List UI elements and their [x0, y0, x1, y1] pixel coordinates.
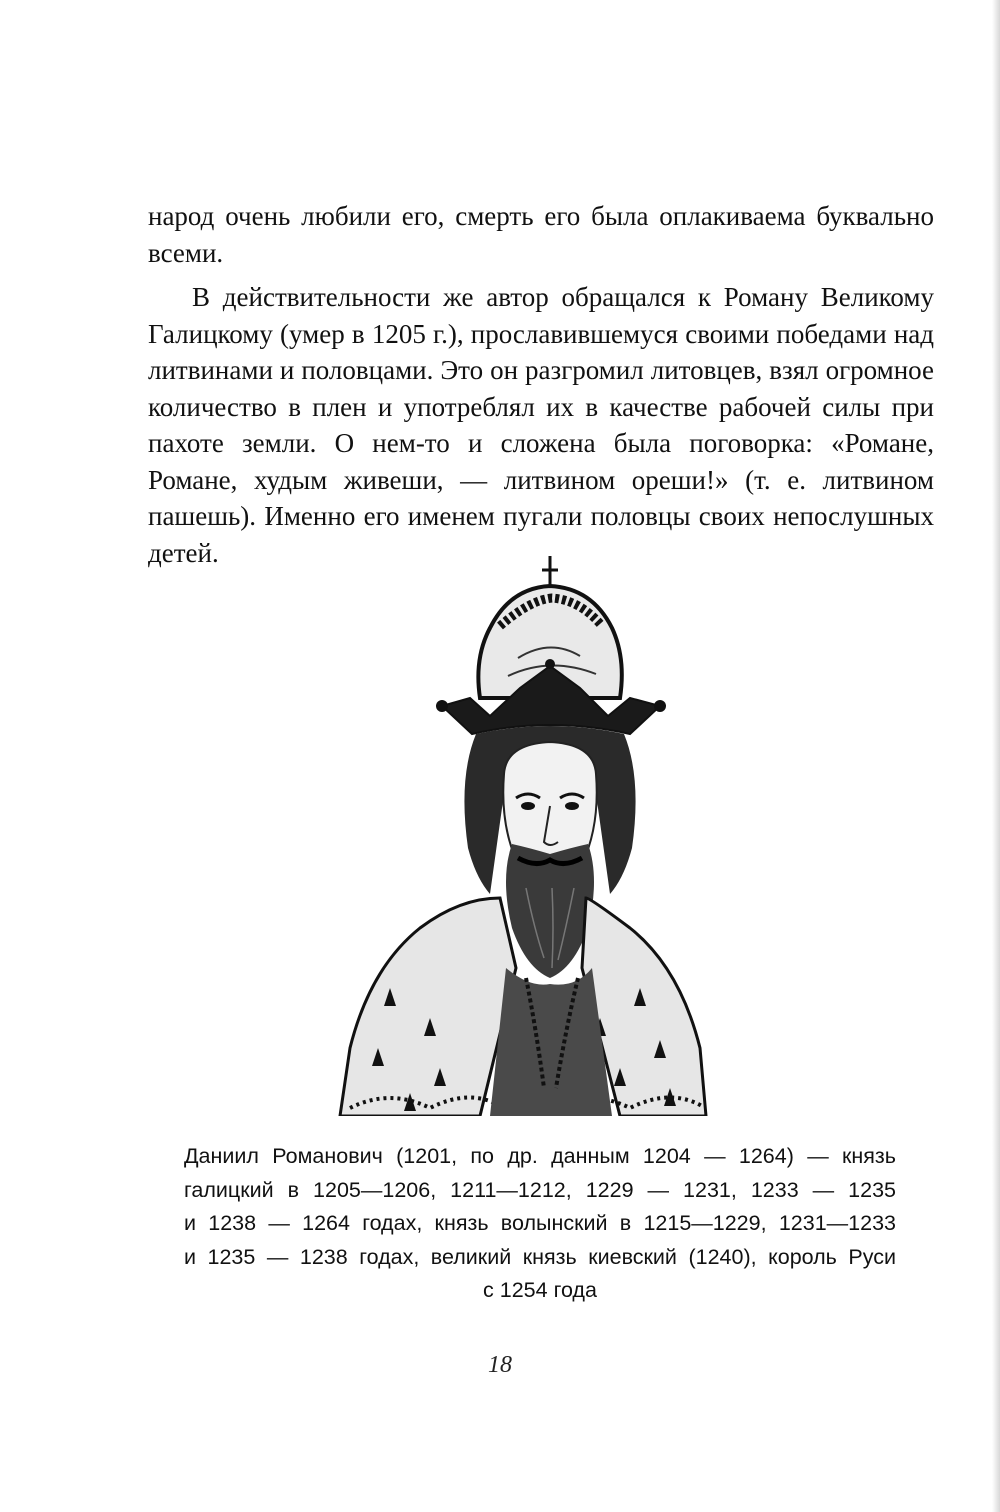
crown-band	[442, 666, 660, 734]
robe	[490, 968, 612, 1116]
crown-cross	[542, 556, 558, 588]
portrait-engraving-daniil-romanovich	[330, 548, 710, 1116]
caption-line: Даниил Романович (1201, по др. данным 1204 — 1264) — князь	[184, 1144, 896, 1168]
caption-line: и 1238 — 1264 годах, князь волынский в 1215—1229, 1231—1233	[184, 1211, 896, 1235]
caption-line: галицкий в 1205—1206, 1211—1212, 1229 — 1231, 1233 — 1235	[184, 1177, 896, 1202]
paragraph-continued: народ очень любили его, смерть его была оплакиваема буквально всеми.	[148, 201, 934, 268]
paragraph-main: В действительности же автор обращался к Роману Великому Галицкому (умер в 1205 г.), прославившемуся своими победами над литвинами и половцами. Это он разгромил литовцев, взял огромное количество в плен и употреблял их в качестве рабочей силы при пахоте земли. О нем-то и сложена была поговорка: «Романе, Романе, худым живеши, — литвином ореши!» (т. е. литвином пашешь). Именно его именем пугали половцы своих непослушных детей.	[148, 282, 934, 568]
caption-line: с 1254 года	[483, 1278, 597, 1302]
caption-line: и 1235 — 1238 годах, великий князь киевский (1240), король Руси	[184, 1244, 896, 1269]
page-number: 18	[488, 1352, 512, 1378]
fur-mantle	[340, 898, 516, 1116]
portrait-caption	[184, 1140, 896, 1308]
page-edge-shadow	[992, 0, 1000, 1512]
beard	[506, 844, 594, 978]
body-text	[148, 198, 934, 571]
